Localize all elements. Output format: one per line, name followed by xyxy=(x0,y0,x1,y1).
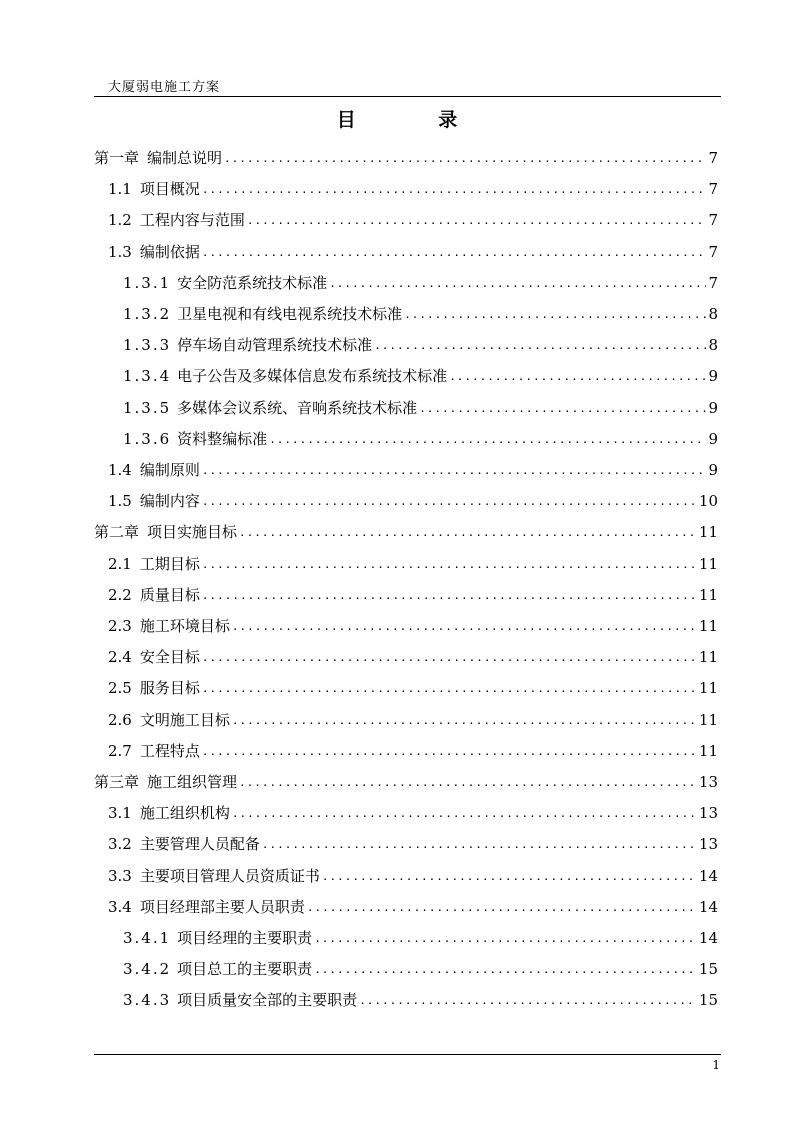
toc-entry-page: 7 xyxy=(708,149,718,167)
toc-entry[interactable] xyxy=(123,421,718,449)
toc-entry-number: 1.1 xyxy=(108,180,132,199)
toc-entry[interactable] xyxy=(123,265,718,293)
toc-entry-label: 电子公告及多媒体信息发布系统技术标准 xyxy=(177,367,448,386)
toc-entry-label: 施工组织机构 xyxy=(139,804,230,823)
toc-entry-number: 1.3.3 xyxy=(123,336,172,355)
toc-dot-leader xyxy=(239,524,697,542)
toc-dot-leader xyxy=(202,649,697,667)
toc-entry-page: 9 xyxy=(708,367,718,386)
toc-entry-label: 多媒体会议系统、音响系统技术标准 xyxy=(177,398,418,417)
toc-entry-label: 施工环境目标 xyxy=(139,617,230,635)
toc-entry[interactable] xyxy=(108,889,718,917)
toc-entry[interactable] xyxy=(94,764,718,792)
toc-entry-number: 3.1 xyxy=(108,804,132,823)
toc-entry[interactable] xyxy=(94,514,718,542)
toc-entry-number: 1.4 xyxy=(108,461,132,479)
toc-dot-leader xyxy=(307,899,697,917)
toc-entry-number: 2.7 xyxy=(108,741,132,760)
toc-entry-label: 主要管理人员配备 xyxy=(139,835,260,854)
toc-entry-page: 11 xyxy=(698,523,718,542)
toc-entry[interactable] xyxy=(123,296,718,324)
toc-entry-page: 11 xyxy=(698,710,718,729)
toc-entry-label: 项目总工的主要职责 xyxy=(177,960,313,979)
toc-entry[interactable] xyxy=(108,826,718,854)
toc-entry-page: 14 xyxy=(698,897,718,916)
toc-entry-number: 2.6 xyxy=(108,710,132,729)
toc-dot-leader xyxy=(269,431,706,449)
toc-entry[interactable] xyxy=(108,733,718,761)
toc-entry[interactable] xyxy=(123,920,718,948)
toc-dot-leader xyxy=(314,961,697,979)
toc-entry[interactable] xyxy=(108,577,718,605)
toc-entry-number: 2.1 xyxy=(108,554,132,573)
toc-entry-label: 项目概况 xyxy=(139,180,200,199)
toc-entry-label: 工程内容与范围 xyxy=(139,211,245,230)
toc-dot-leader xyxy=(202,587,697,605)
toc-dot-leader xyxy=(322,868,697,886)
toc-entry[interactable] xyxy=(123,327,718,355)
toc-entry-number: 1.3.1 xyxy=(123,273,172,292)
toc-dot-leader xyxy=(449,368,706,386)
toc-entry-page: 15 xyxy=(698,960,718,979)
toc-entry-label: 编制原则 xyxy=(139,461,200,479)
toc-entry-number: 3.4.1 xyxy=(123,929,172,947)
toc-dot-leader xyxy=(202,556,697,574)
toc-entry-number: 1.3.6 xyxy=(123,429,172,448)
toc-entry[interactable] xyxy=(108,171,718,199)
toc-dot-leader xyxy=(239,774,697,792)
toc-entry-number: 3.4 xyxy=(108,897,132,916)
toc-entry-number: 3.3 xyxy=(108,866,132,885)
toc-entry-number: 1.2 xyxy=(108,211,132,230)
toc-entry-number: 第三章 xyxy=(94,773,140,791)
toc-dot-leader xyxy=(314,930,697,948)
toc-entry[interactable] xyxy=(108,858,718,886)
toc-dot-leader xyxy=(202,493,697,511)
toc-entry-number: 1.3.5 xyxy=(123,398,172,417)
toc-dot-leader xyxy=(419,400,706,418)
toc-entry-number: 3.4.2 xyxy=(123,960,172,979)
toc-entry-number: 2.5 xyxy=(108,679,132,698)
toc-entry-page: 11 xyxy=(698,648,718,667)
toc-entry-page: 10 xyxy=(698,492,718,511)
toc-entry-page: 7 xyxy=(708,273,718,292)
toc-entry-number: 1.3.4 xyxy=(123,367,172,386)
toc-dot-leader xyxy=(359,992,697,1010)
toc-entry-label: 项目经理的主要职责 xyxy=(177,929,313,947)
toc-entry-label: 安全目标 xyxy=(139,648,200,667)
toc-entry[interactable] xyxy=(94,140,718,168)
toc-entry-page: 7 xyxy=(708,211,718,230)
toc-entry-page: 11 xyxy=(698,617,718,635)
toc-entry-label: 施工组织管理 xyxy=(147,773,238,791)
toc-entry-page: 8 xyxy=(708,305,718,323)
toc-entry-page: 13 xyxy=(698,804,718,823)
toc-entry[interactable] xyxy=(123,951,718,979)
toc-entry-page: 7 xyxy=(708,180,718,199)
toc-entry-label: 停车场自动管理系统技术标准 xyxy=(177,336,373,355)
toc-entry-number: 2.4 xyxy=(108,648,132,667)
toc-dot-leader xyxy=(202,462,707,480)
toc-entry[interactable] xyxy=(108,702,718,730)
toc-entry[interactable] xyxy=(108,639,718,667)
toc-entry-label: 卫星电视和有线电视系统技术标准 xyxy=(177,305,403,323)
toc-entry-page: 11 xyxy=(698,585,718,604)
footer-page-number: 1 xyxy=(712,1058,720,1072)
toc-entry-page: 14 xyxy=(698,929,718,947)
footer-rule xyxy=(94,1054,721,1055)
toc-dot-leader xyxy=(329,275,706,293)
toc-dot-leader xyxy=(202,680,697,698)
toc-entry[interactable] xyxy=(108,546,718,574)
toc-dot-leader xyxy=(232,712,697,730)
toc-entry[interactable] xyxy=(108,483,718,511)
toc-dot-leader xyxy=(247,212,707,230)
toc-entry-page: 9 xyxy=(708,429,718,448)
toc-dot-leader xyxy=(232,805,697,823)
toc-dot-leader xyxy=(232,618,697,636)
toc-entry-number: 3.4.3 xyxy=(123,991,172,1010)
toc-entry-number: 2.2 xyxy=(108,585,132,604)
toc-entry-label: 资料整编标准 xyxy=(177,429,268,448)
toc-entry-page: 15 xyxy=(698,991,718,1010)
toc-entry[interactable] xyxy=(108,234,718,262)
toc-entry-number: 1.3.2 xyxy=(123,305,172,323)
toc-entry-page: 8 xyxy=(708,336,718,355)
toc-dot-leader xyxy=(374,337,706,355)
toc-entry-label: 工期目标 xyxy=(139,554,200,573)
toc-entry-number: 第一章 xyxy=(94,149,140,167)
toc-entry-page: 11 xyxy=(698,554,718,573)
toc-entry-number: 1.5 xyxy=(108,492,132,511)
toc-title: 目 录 xyxy=(336,109,496,131)
toc-entry-page: 9 xyxy=(708,398,718,417)
toc-entry[interactable] xyxy=(123,982,718,1010)
toc-entry-page: 14 xyxy=(698,866,718,885)
toc-entry[interactable] xyxy=(108,795,718,823)
toc-entry[interactable] xyxy=(123,358,718,386)
page-header-title: 大厦弱电施工方案 xyxy=(108,80,221,95)
toc-dot-leader xyxy=(224,150,706,168)
toc-entry-label: 编制内容 xyxy=(139,492,200,511)
toc-entry-label: 编制总说明 xyxy=(147,149,223,167)
toc-entry-page: 7 xyxy=(708,242,718,261)
toc-entry-label: 项目实施目标 xyxy=(147,523,238,542)
toc-entry-label: 项目经理部主要人员职责 xyxy=(139,897,305,916)
toc-entry[interactable] xyxy=(108,608,718,636)
toc-entry-page: 13 xyxy=(698,773,718,791)
toc-entry-page: 13 xyxy=(698,835,718,854)
header-rule xyxy=(94,96,721,97)
toc-entry[interactable] xyxy=(108,452,718,480)
toc-entry-label: 服务目标 xyxy=(139,679,200,698)
toc-entry-page: 11 xyxy=(698,741,718,760)
toc-entry-label: 质量目标 xyxy=(139,585,200,604)
toc-entry[interactable] xyxy=(108,202,718,230)
toc-entry-label: 主要项目管理人员资质证书 xyxy=(139,866,320,885)
toc-entry-number: 2.3 xyxy=(108,617,132,635)
toc-entry-label: 编制依据 xyxy=(139,242,200,261)
toc-entry-number: 1.3 xyxy=(108,242,132,261)
toc-dot-leader xyxy=(202,743,697,761)
toc-entry-page: 9 xyxy=(708,461,718,479)
toc-entry-label: 安全防范系统技术标准 xyxy=(177,273,328,292)
toc-entry-label: 工程特点 xyxy=(139,741,200,760)
toc-dot-leader xyxy=(202,244,707,262)
toc-entry-number: 3.2 xyxy=(108,835,132,854)
toc-entry-number: 第二章 xyxy=(94,523,140,542)
toc-entry[interactable] xyxy=(108,670,718,698)
toc-entry-label: 文明施工目标 xyxy=(139,710,230,729)
toc-dot-leader xyxy=(202,181,707,199)
toc-entry-page: 11 xyxy=(698,679,718,698)
toc-entry-label: 项目质量安全部的主要职责 xyxy=(177,991,358,1010)
toc-dot-leader xyxy=(404,306,706,324)
toc-dot-leader xyxy=(262,836,697,854)
toc-entry[interactable] xyxy=(123,390,718,418)
